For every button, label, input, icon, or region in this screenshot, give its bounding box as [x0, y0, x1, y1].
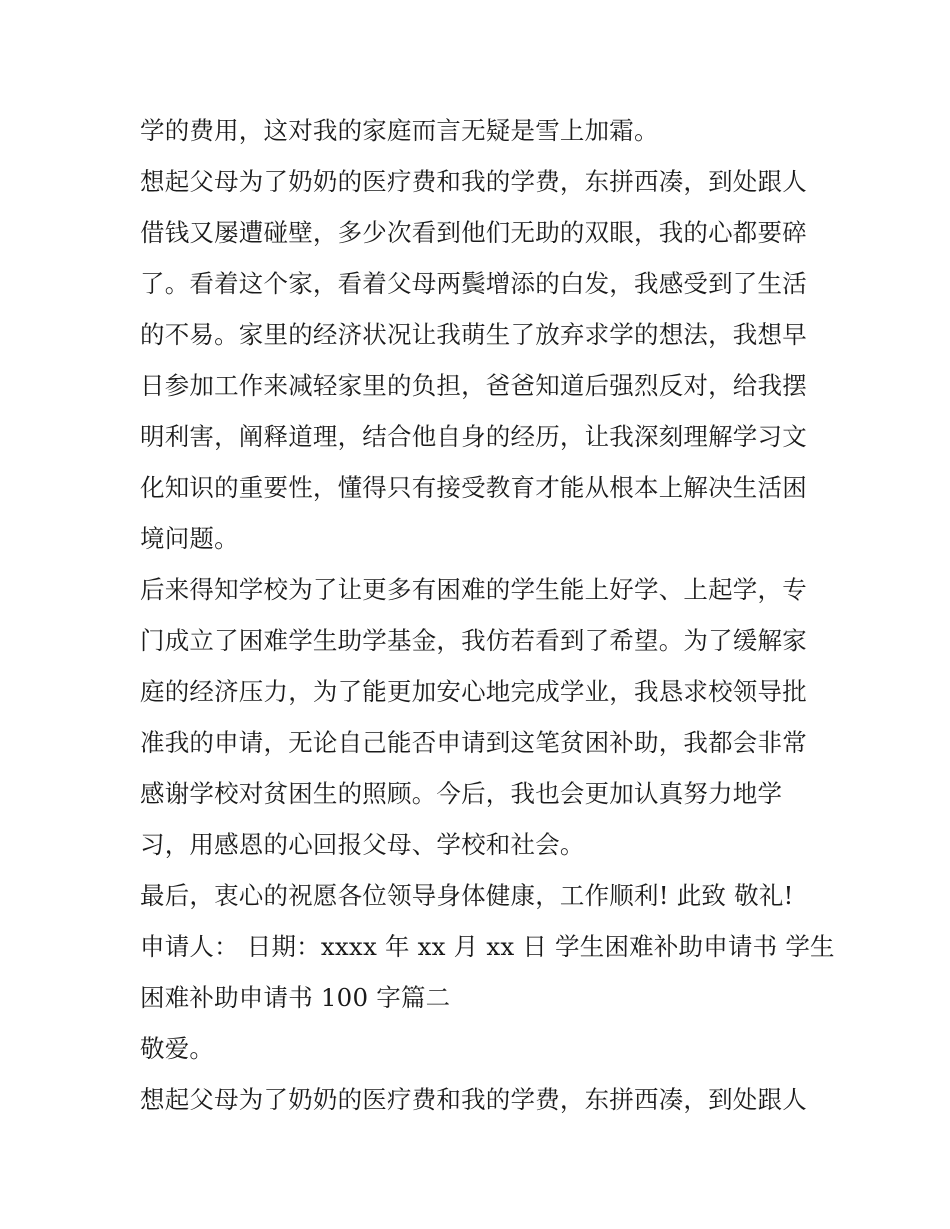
text-line: 想起父母为了奶奶的医疗费和我的学费，东拼西凑，到处跟人 [140, 167, 807, 196]
text-line: 庭的经济压力，为了能更加安心地完成学业，我恳求校领导批 [140, 677, 807, 706]
text-line: 境问题。 [140, 524, 239, 553]
text-line: 感谢学校对贫困生的照顾。今后，我也会更加认真努力地学 [140, 779, 783, 808]
text-line: 最后，衷心的祝愿各位领导身体健康，工作顺利! 此致 敬礼! [140, 881, 794, 910]
document-body [140, 105, 835, 1125]
text-line: 了。看着这个家，看着父母两鬓增添的白发，我感受到了生活 [140, 269, 807, 298]
text-line: 门成立了困难学生助学基金，我仿若看到了希望。为了缓解家 [140, 626, 807, 655]
text-line: 困难补助申请书 100 字篇二 [140, 983, 451, 1012]
text-line: 明利害，阐释道理，结合他自身的经历，让我深刻理解学习文 [140, 422, 807, 451]
text-line: 的不易。家里的经济状况让我萌生了放弃求学的想法，我想早 [140, 320, 807, 349]
text-line: 想起父母为了奶奶的医疗费和我的学费，东拼西凑，到处跟人 [140, 1085, 807, 1114]
text-line: 化知识的重要性，懂得只有接受教育才能从根本上解决生活困 [140, 473, 807, 502]
text-line: 后来得知学校为了让更多有困难的学生能上好学、上起学，专 [140, 575, 807, 604]
text-line: 日参加工作来减轻家里的负担，爸爸知道后强烈反对，给我摆 [140, 371, 807, 400]
text-line: 敬爱。 [140, 1034, 215, 1063]
text-line: 习，用感恩的心回报父母、学校和社会。 [140, 830, 585, 859]
text-line: 借钱又屡遭碰壁，多少次看到他们无助的双眼，我的心都要碎 [140, 218, 807, 247]
text-line: 准我的申请，无论自己能否申请到这笔贫困补助，我都会非常 [140, 728, 807, 757]
text-line: 申请人： 日期：xxxx 年 xx 月 xx 日 学生困难补助申请书 学生 [140, 932, 835, 961]
text-line: 学的费用，这对我的家庭而言无疑是雪上加霜。 [140, 116, 659, 145]
